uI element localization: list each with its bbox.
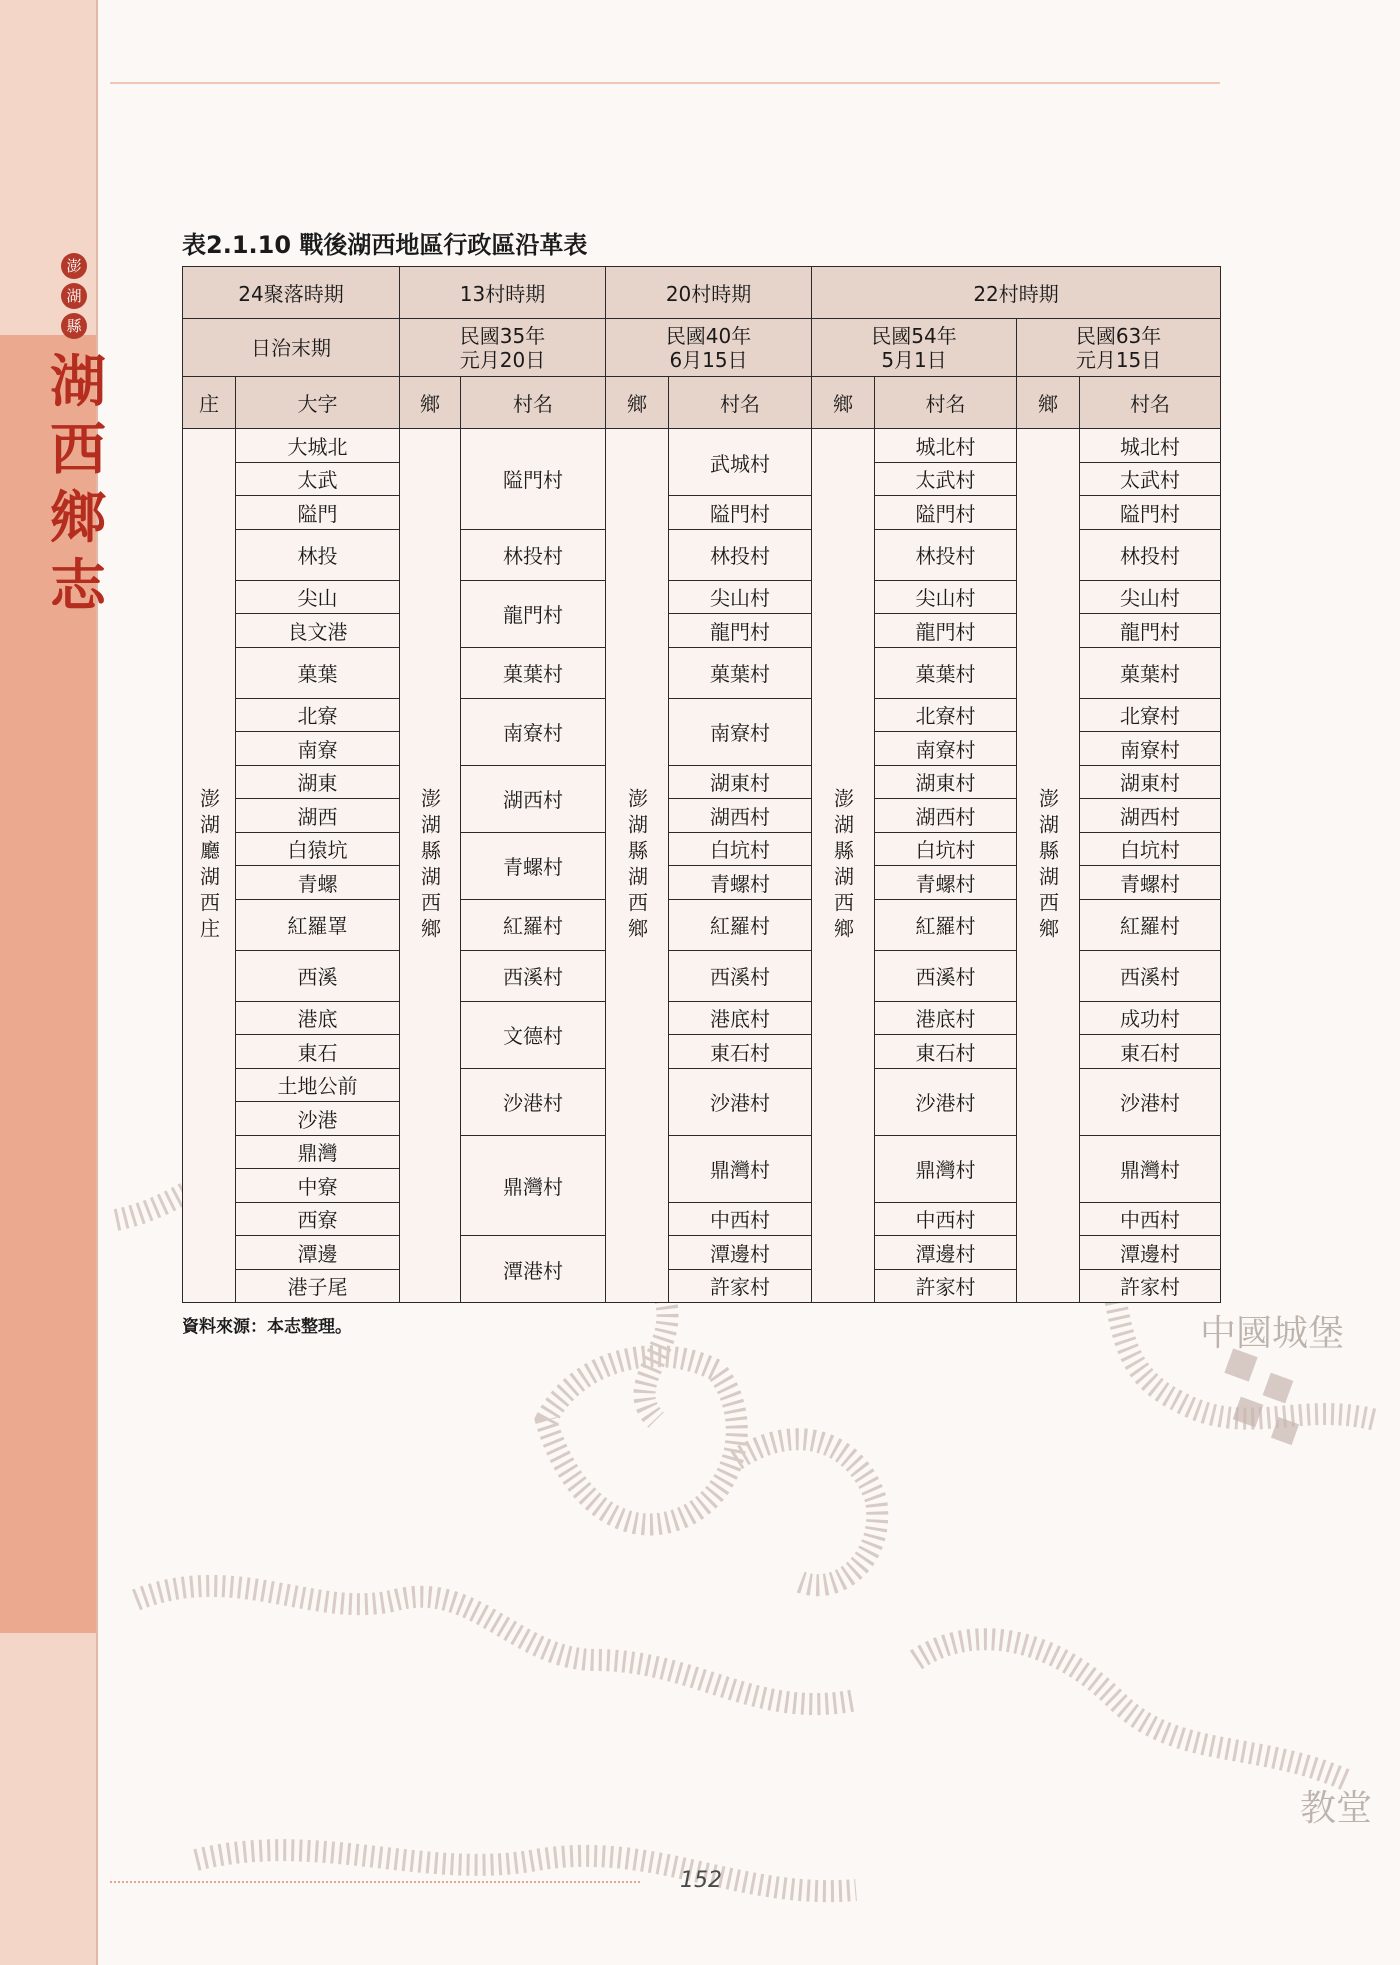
village-13-cell: 林投村 bbox=[461, 529, 606, 580]
village-22a-cell: 湖東村 bbox=[875, 765, 1017, 799]
column-header: 村名 bbox=[461, 377, 606, 429]
village-22b-cell: 隘門村 bbox=[1080, 496, 1221, 530]
village-22a-cell: 潭邊村 bbox=[875, 1236, 1017, 1270]
header-rule bbox=[110, 82, 1220, 84]
village-20-cell: 潭邊村 bbox=[669, 1236, 812, 1270]
village-22a-cell: 白坑村 bbox=[875, 832, 1017, 866]
dazi-cell: 南寮 bbox=[236, 732, 400, 766]
village-13-cell: 青螺村 bbox=[461, 832, 606, 899]
column-header: 鄉 bbox=[400, 377, 461, 429]
village-22a-cell: 中西村 bbox=[875, 1202, 1017, 1236]
era-header: 民國63年 元月15日 bbox=[1017, 319, 1221, 377]
village-22b-cell: 潭邊村 bbox=[1080, 1236, 1221, 1270]
village-22b-cell: 西溪村 bbox=[1080, 950, 1221, 1001]
village-20-cell: 東石村 bbox=[669, 1035, 812, 1069]
period-header: 22村時期 bbox=[812, 267, 1221, 319]
village-22a-cell: 西溪村 bbox=[875, 950, 1017, 1001]
village-20-cell: 菓葉村 bbox=[669, 647, 812, 698]
dazi-cell: 鼎灣 bbox=[236, 1135, 400, 1169]
dazi-cell: 青螺 bbox=[236, 866, 400, 900]
column-header: 鄉 bbox=[812, 377, 875, 429]
village-13-cell: 龍門村 bbox=[461, 580, 606, 647]
zhuang-cell: 澎湖廳湖西庄 bbox=[183, 429, 236, 1303]
village-22a-cell: 紅羅村 bbox=[875, 899, 1017, 950]
dazi-cell: 湖東 bbox=[236, 765, 400, 799]
map-label: 中國城堡 bbox=[1200, 1313, 1345, 1354]
village-20-cell: 紅羅村 bbox=[669, 899, 812, 950]
column-header: 鄉 bbox=[606, 377, 669, 429]
village-22b-cell: 白坑村 bbox=[1080, 832, 1221, 866]
village-20-cell: 龍門村 bbox=[669, 614, 812, 648]
village-22b-cell: 許家村 bbox=[1080, 1269, 1221, 1303]
book-title-char: 西 bbox=[50, 417, 106, 483]
village-22b-cell: 太武村 bbox=[1080, 462, 1221, 496]
village-20-cell: 西溪村 bbox=[669, 950, 812, 1001]
column-header: 庄 bbox=[183, 377, 236, 429]
village-22a-cell: 尖山村 bbox=[875, 580, 1017, 614]
village-22b-cell: 菓葉村 bbox=[1080, 647, 1221, 698]
admin-history-table bbox=[182, 266, 1221, 1303]
village-13-cell: 鼎灣村 bbox=[461, 1135, 606, 1236]
village-13-cell: 南寮村 bbox=[461, 698, 606, 765]
table-title: 表2.1.10 戰後湖西地區行政區沿革表 bbox=[182, 231, 588, 259]
village-20-cell: 林投村 bbox=[669, 529, 812, 580]
village-22a-cell: 城北村 bbox=[875, 429, 1017, 463]
village-22a-cell: 南寮村 bbox=[875, 732, 1017, 766]
village-20-cell: 湖西村 bbox=[669, 799, 812, 833]
dazi-cell: 中寮 bbox=[236, 1169, 400, 1203]
column-header: 大字 bbox=[236, 377, 400, 429]
page-number: 152 bbox=[680, 1868, 722, 1893]
book-title-char: 志 bbox=[50, 553, 106, 619]
village-20-cell: 湖東村 bbox=[669, 765, 812, 799]
seal-char: 縣 bbox=[61, 313, 87, 339]
village-20-cell: 許家村 bbox=[669, 1269, 812, 1303]
village-13-cell: 隘門村 bbox=[461, 429, 606, 530]
dazi-cell: 良文港 bbox=[236, 614, 400, 648]
dazi-cell: 白猿坑 bbox=[236, 832, 400, 866]
column-header: 村名 bbox=[669, 377, 812, 429]
village-22a-cell: 東石村 bbox=[875, 1035, 1017, 1069]
period-header: 13村時期 bbox=[400, 267, 606, 319]
village-22a-cell: 菓葉村 bbox=[875, 647, 1017, 698]
dazi-cell: 菓葉 bbox=[236, 647, 400, 698]
dazi-cell: 西寮 bbox=[236, 1202, 400, 1236]
village-22a-cell: 青螺村 bbox=[875, 866, 1017, 900]
column-header: 村名 bbox=[875, 377, 1017, 429]
xiang-cell: 澎湖縣湖西鄉 bbox=[400, 429, 461, 1303]
period-header: 20村時期 bbox=[606, 267, 812, 319]
xiang-cell: 澎湖縣湖西鄉 bbox=[812, 429, 875, 1303]
village-22b-cell: 龍門村 bbox=[1080, 614, 1221, 648]
village-13-cell: 西溪村 bbox=[461, 950, 606, 1001]
xiang-cell: 澎湖縣湖西鄉 bbox=[606, 429, 669, 1303]
dazi-cell: 潭邊 bbox=[236, 1236, 400, 1270]
period-header: 24聚落時期 bbox=[183, 267, 400, 319]
village-22a-cell: 沙港村 bbox=[875, 1068, 1017, 1135]
village-20-cell: 隘門村 bbox=[669, 496, 812, 530]
village-22b-cell: 中西村 bbox=[1080, 1202, 1221, 1236]
book-title bbox=[48, 348, 108, 620]
village-22a-cell: 北寮村 bbox=[875, 698, 1017, 732]
dazi-cell: 林投 bbox=[236, 529, 400, 580]
village-22a-cell: 林投村 bbox=[875, 529, 1017, 580]
era-header: 民國40年 6月15日 bbox=[606, 319, 812, 377]
village-22b-cell: 成功村 bbox=[1080, 1001, 1221, 1035]
dazi-cell: 沙港 bbox=[236, 1102, 400, 1136]
dazi-cell: 北寮 bbox=[236, 698, 400, 732]
era-header: 民國35年 元月20日 bbox=[400, 319, 606, 377]
village-22b-cell: 東石村 bbox=[1080, 1035, 1221, 1069]
book-title-char: 鄉 bbox=[50, 485, 106, 551]
seal-char: 澎 bbox=[61, 253, 87, 279]
dazi-cell: 東石 bbox=[236, 1035, 400, 1069]
village-13-cell: 潭港村 bbox=[461, 1236, 606, 1303]
village-20-cell: 尖山村 bbox=[669, 580, 812, 614]
village-22b-cell: 南寮村 bbox=[1080, 732, 1221, 766]
era-header: 民國54年 5月1日 bbox=[812, 319, 1017, 377]
village-20-cell: 白坑村 bbox=[669, 832, 812, 866]
dazi-cell: 大城北 bbox=[236, 429, 400, 463]
village-22a-cell: 港底村 bbox=[875, 1001, 1017, 1035]
village-22b-cell: 沙港村 bbox=[1080, 1068, 1221, 1135]
village-22b-cell: 湖東村 bbox=[1080, 765, 1221, 799]
dazi-cell: 湖西 bbox=[236, 799, 400, 833]
village-20-cell: 中西村 bbox=[669, 1202, 812, 1236]
village-22a-cell: 隘門村 bbox=[875, 496, 1017, 530]
village-13-cell: 沙港村 bbox=[461, 1068, 606, 1135]
village-20-cell: 武城村 bbox=[669, 429, 812, 496]
village-22a-cell: 鼎灣村 bbox=[875, 1135, 1017, 1202]
dazi-cell: 土地公前 bbox=[236, 1068, 400, 1102]
era-header: 日治末期 bbox=[183, 319, 400, 377]
village-22b-cell: 鼎灣村 bbox=[1080, 1135, 1221, 1202]
dazi-cell: 西溪 bbox=[236, 950, 400, 1001]
village-20-cell: 南寮村 bbox=[669, 698, 812, 765]
village-13-cell: 菓葉村 bbox=[461, 647, 606, 698]
column-header: 村名 bbox=[1080, 377, 1221, 429]
village-22a-cell: 龍門村 bbox=[875, 614, 1017, 648]
village-22b-cell: 城北村 bbox=[1080, 429, 1221, 463]
dazi-cell: 尖山 bbox=[236, 580, 400, 614]
village-22b-cell: 紅羅村 bbox=[1080, 899, 1221, 950]
village-22b-cell: 北寮村 bbox=[1080, 698, 1221, 732]
village-20-cell: 青螺村 bbox=[669, 866, 812, 900]
dazi-cell: 太武 bbox=[236, 462, 400, 496]
seal-char: 湖 bbox=[61, 283, 87, 309]
column-header: 鄉 bbox=[1017, 377, 1080, 429]
village-20-cell: 鼎灣村 bbox=[669, 1135, 812, 1202]
village-13-cell: 湖西村 bbox=[461, 765, 606, 832]
county-seal bbox=[60, 253, 88, 339]
footer-rule bbox=[110, 1881, 640, 1883]
village-22b-cell: 湖西村 bbox=[1080, 799, 1221, 833]
source-note: 資料來源：本志整理。 bbox=[182, 1317, 352, 1337]
village-13-cell: 紅羅村 bbox=[461, 899, 606, 950]
map-label: 教堂 bbox=[1300, 1788, 1373, 1829]
dazi-cell: 港底 bbox=[236, 1001, 400, 1035]
dazi-cell: 隘門 bbox=[236, 496, 400, 530]
xiang-cell: 澎湖縣湖西鄉 bbox=[1017, 429, 1080, 1303]
dazi-cell: 紅羅罩 bbox=[236, 899, 400, 950]
village-22b-cell: 林投村 bbox=[1080, 529, 1221, 580]
village-20-cell: 港底村 bbox=[669, 1001, 812, 1035]
village-20-cell: 沙港村 bbox=[669, 1068, 812, 1135]
village-22a-cell: 許家村 bbox=[875, 1269, 1017, 1303]
book-title-char: 湖 bbox=[50, 349, 106, 415]
village-22a-cell: 太武村 bbox=[875, 462, 1017, 496]
dazi-cell: 港子尾 bbox=[236, 1269, 400, 1303]
village-22b-cell: 尖山村 bbox=[1080, 580, 1221, 614]
village-13-cell: 文德村 bbox=[461, 1001, 606, 1068]
village-22a-cell: 湖西村 bbox=[875, 799, 1017, 833]
village-22b-cell: 青螺村 bbox=[1080, 866, 1221, 900]
